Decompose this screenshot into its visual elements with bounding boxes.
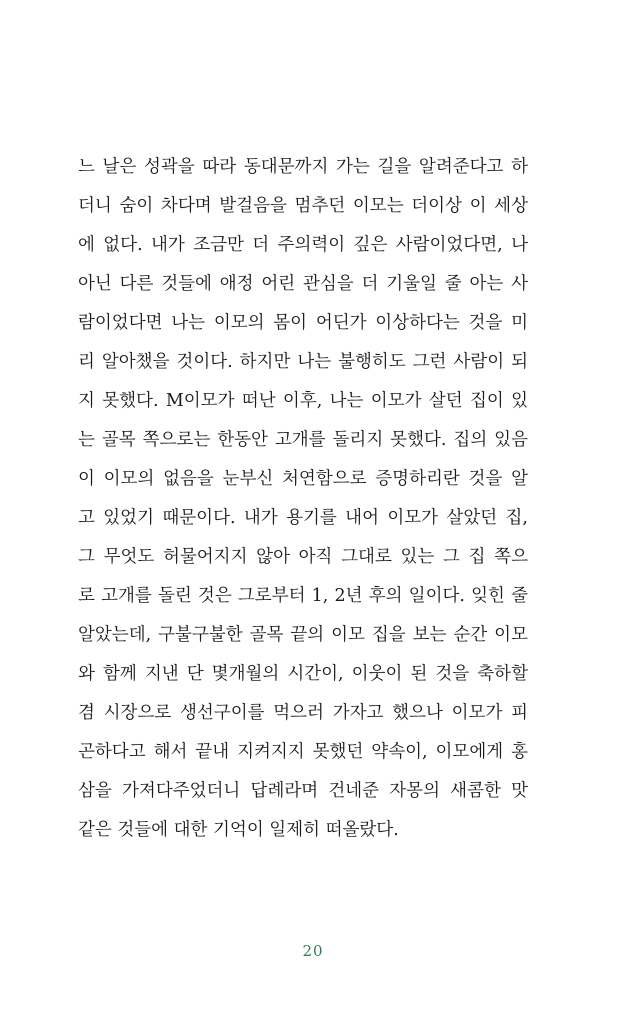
text-line: 곤하다고 해서 끝내 지켜지지 못했던 약속이, 이모에게 홍 xyxy=(78,742,528,762)
text-line: 삼을 가져다주었더니 답례라며 건네준 자몽의 새콤한 맛 xyxy=(78,781,528,801)
text-line: 람이었다면 나는 이모의 몸이 어딘가 이상하다는 것을 미 xyxy=(78,313,528,333)
page-number: 20 xyxy=(302,942,324,960)
text-line: 더니 숨이 차다며 발걸음을 멈추던 이모는 더이상 이 세상 xyxy=(78,196,528,216)
text-line: 겸 시장으로 생선구이를 먹으러 가자고 했으나 이모가 피 xyxy=(78,703,528,723)
text-line-last: 같은 것들에 대한 기억이 일제히 떠올랐다. xyxy=(78,820,399,840)
text-line: 느 날은 성곽을 따라 동대문까지 가는 길을 알려준다고 하 xyxy=(78,157,528,177)
text-line: 리 알아챘을 것이다. 하지만 나는 불행히도 그런 사람이 되 xyxy=(78,352,528,372)
text-line: 와 함께 지낸 단 몇개월의 시간이, 이웃이 된 것을 축하할 xyxy=(78,664,528,684)
text-line: 로 고개를 돌린 것은 그로부터 1, 2년 후의 일이다. 잊힌 줄 xyxy=(78,586,528,606)
body-text xyxy=(78,148,528,850)
text-line: 에 없다. 내가 조금만 더 주의력이 깊은 사람이었다면, 나 xyxy=(78,235,528,255)
text-line: 고 있었기 때문이다. 내가 용기를 내어 이모가 살았던 집, xyxy=(78,508,528,528)
text-line: 아닌 다른 것들에 애정 어린 관심을 더 기울일 줄 아는 사 xyxy=(78,274,528,294)
text-line: 그 무엇도 허물어지지 않아 아직 그대로 있는 그 집 쪽으 xyxy=(78,547,528,567)
text-line: 는 골목 쪽으로는 한동안 고개를 돌리지 못했다. 집의 있음 xyxy=(78,430,528,450)
text-line: 알았는데, 구불구불한 골목 끝의 이모 집을 보는 순간 이모 xyxy=(78,625,528,645)
text-line: 지 못했다. M이모가 떠난 이후, 나는 이모가 살던 집이 있 xyxy=(78,391,528,411)
text-line: 이 이모의 없음을 눈부신 처연함으로 증명하리란 것을 알 xyxy=(78,469,528,489)
